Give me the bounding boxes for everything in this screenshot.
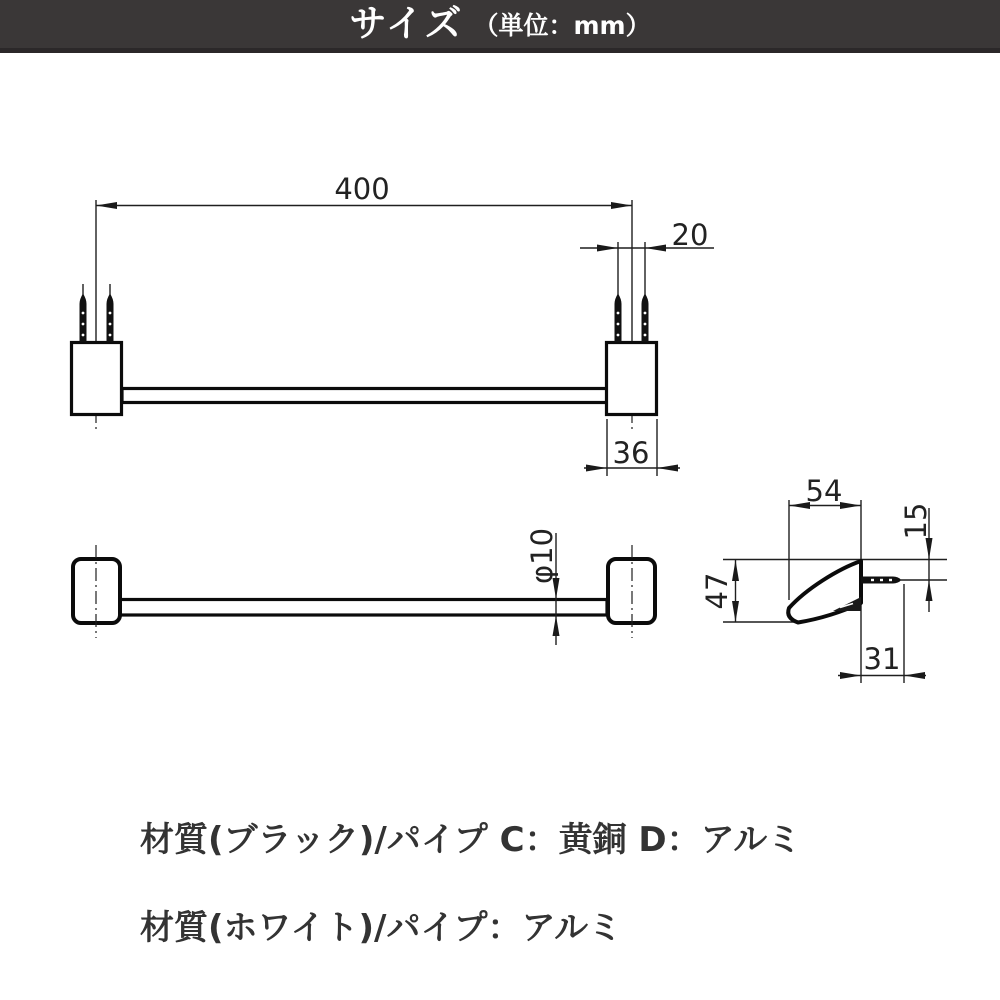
dimension-400 xyxy=(96,172,632,209)
dimension-31 xyxy=(838,642,926,679)
dim-label-54: 54 xyxy=(805,474,843,508)
page-title: サイズ xyxy=(349,2,464,45)
right-bracket xyxy=(607,343,657,415)
dim-label-31: 31 xyxy=(863,642,901,676)
dim-label-47: 47 xyxy=(700,572,734,610)
side-view xyxy=(700,474,947,683)
dim-label-36: 36 xyxy=(612,436,650,470)
dim-label-15: 15 xyxy=(899,502,933,540)
wall-pin xyxy=(861,577,902,584)
plan-view xyxy=(73,528,655,645)
dimension-54 xyxy=(789,474,861,509)
material-note-black: 材質(ブラック)/パイプ C：黄銅 D：アルミ xyxy=(140,820,802,860)
mounting-pins xyxy=(80,294,649,343)
dimension-phi10 xyxy=(525,528,560,645)
left-bracket xyxy=(72,343,122,415)
dim-label-400: 400 xyxy=(334,172,390,206)
material-note-white: 材質(ホワイト)/パイプ：アルミ xyxy=(140,908,623,948)
dim-label-20: 20 xyxy=(671,218,709,252)
pipe-bar xyxy=(122,389,607,403)
dimension-47 xyxy=(700,560,739,622)
bracket-profile xyxy=(788,561,861,623)
unit-note: （単位：mm） xyxy=(473,11,651,40)
pipe-bar xyxy=(120,600,607,616)
dimension-20 xyxy=(580,218,714,252)
front-view xyxy=(72,172,715,476)
dim-label-phi10: φ10 xyxy=(525,527,559,585)
